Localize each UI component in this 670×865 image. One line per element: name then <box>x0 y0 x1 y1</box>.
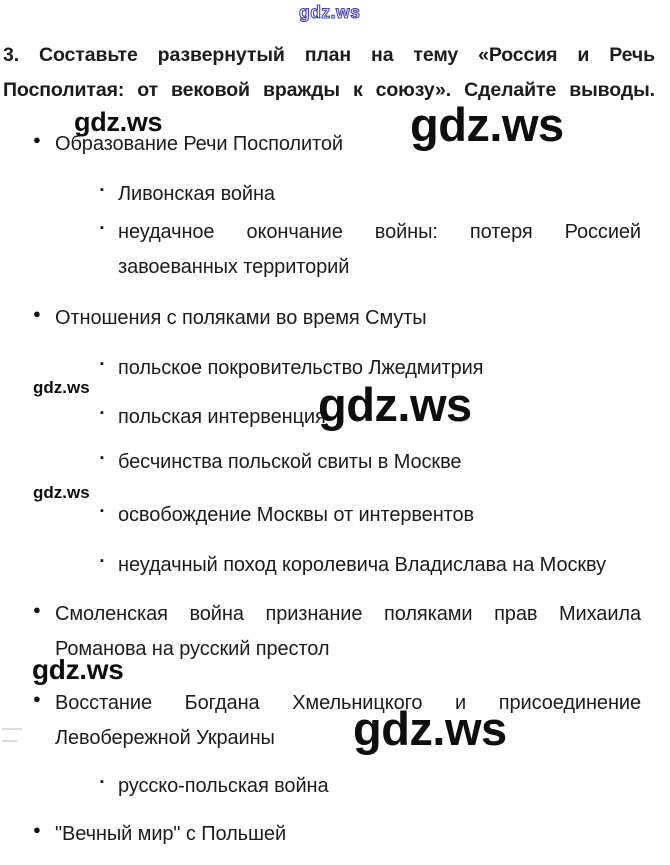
list-item-text: бесчинства польской свиты в Москве <box>118 451 462 473</box>
list-item <box>0 215 670 285</box>
list-item-text: Восстание Богдана Хмельницкого и присоединение <box>55 692 641 714</box>
site-watermark: gdz.ws <box>410 98 564 151</box>
list-item-text: освобождение Москвы от интервентов <box>118 504 475 526</box>
list-item-text: польская интервенция <box>118 406 326 428</box>
bullet-dot-icon: ● <box>33 306 41 321</box>
bullet-dot-icon: ● <box>33 132 41 147</box>
list-item <box>0 769 670 804</box>
list-item <box>0 498 670 533</box>
list-item <box>0 301 670 336</box>
list-item-text: русско-польская война <box>118 775 329 797</box>
bullet-square-icon: ▪ <box>100 222 104 234</box>
list-item-text: неудачное окончание войны: потеря Россией <box>118 221 641 243</box>
site-watermark: gdz.ws <box>74 107 163 137</box>
bullet-square-icon: ▪ <box>100 407 104 419</box>
bullet-square-icon: ▪ <box>100 452 104 464</box>
bullet-square-icon: ▪ <box>100 555 104 567</box>
list-item-text: польское покровительство Лжедмитрия <box>118 357 484 379</box>
site-watermark: gdz.ws <box>33 483 90 502</box>
site-watermark-outline: gdz.ws <box>299 2 361 22</box>
bullet-dot-icon: ● <box>33 822 41 837</box>
site-watermark: gdz.ws <box>32 654 124 685</box>
list-item <box>0 686 670 756</box>
bullet-square-icon: ▪ <box>100 776 104 788</box>
list-item-text: Романова на русский престол <box>55 638 330 660</box>
list-item-text: "Вечный мир" с Польшей <box>55 823 287 845</box>
question-title-line: 3. Составьте развернутый план на тему «Россия и Речь <box>3 44 655 66</box>
list-item-text: Отношения с поляками во время Смуты <box>55 307 427 329</box>
list-item-text: Смоленская война признание поляками прав Михаила <box>55 603 641 625</box>
list-item-text: Левобережной Украины <box>55 727 275 749</box>
bullet-dot-icon: ● <box>33 691 41 706</box>
list-item-text: неудачный поход королевича Владислава на Москву <box>118 554 607 576</box>
list-item-text: Образование Речи Посполитой <box>55 133 343 155</box>
list-item <box>0 177 670 212</box>
site-watermark: gdz.ws <box>33 378 90 397</box>
list-item <box>0 445 670 480</box>
bullet-dot-icon: ● <box>33 602 41 617</box>
bullet-square-icon: ▪ <box>100 358 104 370</box>
list-item <box>0 817 670 852</box>
list-item <box>0 548 670 583</box>
site-watermark: gdz.ws <box>353 702 507 755</box>
bullet-square-icon: ▪ <box>100 184 104 196</box>
list-item-text: Ливонская война <box>118 183 275 205</box>
list-item-text: завоеванных территорий <box>118 256 350 278</box>
bullet-square-icon: ▪ <box>100 505 104 517</box>
site-watermark: gdz.ws <box>318 378 472 431</box>
question-title-line: Посполитая: от вековой вражды к союзу». Сделайте выводы. <box>3 79 655 101</box>
